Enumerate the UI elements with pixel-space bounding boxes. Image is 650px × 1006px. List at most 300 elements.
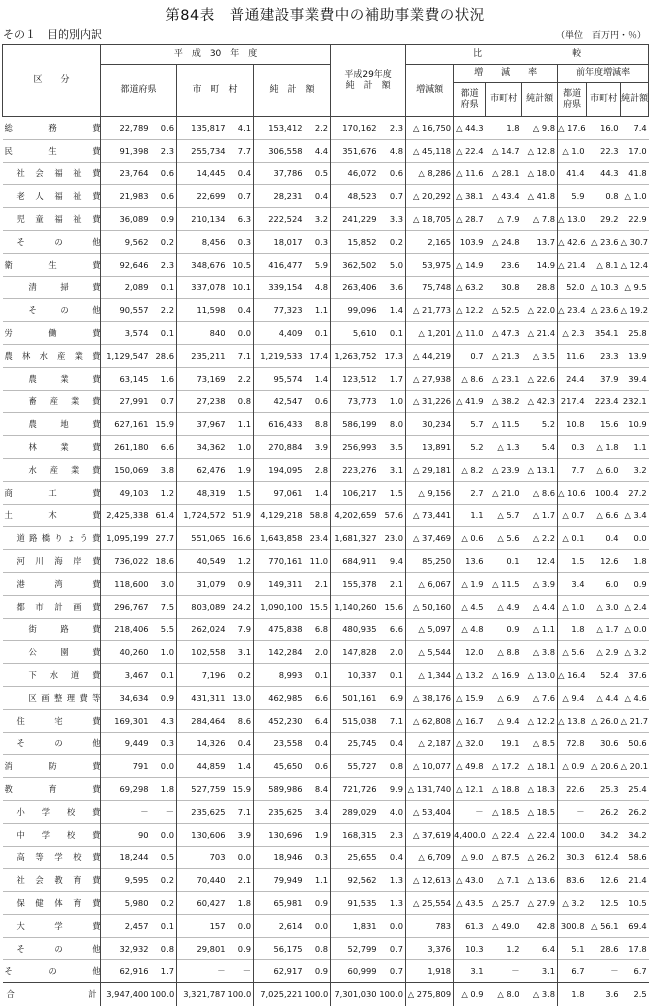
muni-value-cell: 431,311 — [177, 686, 228, 709]
rate-pref-cell: 0.7 — [454, 344, 486, 367]
net-value-cell: 1,219,533 — [254, 344, 305, 367]
net-share-cell: 4.4 — [305, 139, 331, 162]
header-category: 区 分 — [3, 45, 101, 117]
muni-value-cell: 348,676 — [177, 253, 228, 276]
header-rate-pref — [454, 83, 486, 117]
row-label-char: 他 — [92, 966, 101, 977]
row-label-char: 街 — [28, 624, 37, 635]
pref-value-cell: 261,180 — [101, 436, 151, 459]
muni-value-cell: 235,625 — [177, 800, 228, 823]
pref-value-cell: 9,595 — [101, 869, 151, 892]
row-label-char: 福 — [54, 191, 63, 202]
table-row — [3, 800, 649, 823]
pref-value-cell: 36,089 — [101, 208, 151, 231]
muni-value-cell: 703 — [177, 846, 228, 869]
row-label — [3, 162, 101, 185]
row-label-char: 費 — [92, 578, 101, 589]
prev-share-cell: 8.0 — [379, 413, 406, 436]
table-row — [3, 185, 649, 208]
net-value-cell: 130,696 — [254, 823, 305, 846]
rate-net-cell: △ 8.5 — [522, 732, 558, 755]
net-value-cell: 770,161 — [254, 550, 305, 573]
prev-rate-pref-cell: △ 3.2 — [558, 892, 587, 915]
row-label-char: 公 — [28, 647, 37, 658]
row-label-char: そ — [28, 305, 37, 316]
prev-rate-muni-cell: 30.6 — [587, 732, 621, 755]
increase-amount-cell: 53,975 — [406, 253, 454, 276]
pref-share-cell: 1.6 — [151, 367, 177, 390]
row-label-char: 区 — [28, 692, 37, 703]
row-label — [3, 618, 101, 641]
prev-rate-net-cell: △ 9.5 — [621, 276, 649, 299]
muni-value-cell: 3,321,787 — [177, 983, 228, 1006]
rate-net-cell: △ 21.4 — [522, 322, 558, 345]
prev-rate-muni-cell: △ 10.3 — [587, 276, 621, 299]
prev-value-cell: 501,161 — [331, 686, 379, 709]
prev-rate-pref-cell: 83.6 — [558, 869, 587, 892]
rate-pref-cell: △ 0.6 — [454, 527, 486, 550]
rate-net-cell: 13.7 — [522, 230, 558, 253]
rate-muni-cell: △ 18.8 — [486, 778, 522, 801]
header-prev-year-sub: 純 計 額 — [345, 80, 391, 91]
row-label-char: 他 — [92, 236, 101, 247]
prev-rate-pref-cell: 0.3 — [558, 436, 587, 459]
pref-value-cell: 62,916 — [101, 960, 151, 983]
prev-share-cell: 1.3 — [379, 892, 406, 915]
rate-net-cell: 28.8 — [522, 276, 558, 299]
row-label — [3, 709, 101, 732]
net-value-cell: 306,558 — [254, 139, 305, 162]
muni-share-cell: 0.4 — [228, 162, 254, 185]
rate-net-cell: 42.8 — [522, 914, 558, 937]
row-label-char: 会 — [35, 875, 44, 886]
prev-rate-pref-cell: 11.6 — [558, 344, 587, 367]
pref-share-cell: 15.9 — [151, 413, 177, 436]
net-value-cell: 149,311 — [254, 572, 305, 595]
table-row — [3, 139, 649, 162]
muni-value-cell: 31,079 — [177, 572, 228, 595]
row-label-text — [5, 965, 101, 977]
prev-rate-net-cell: △ 21.7 — [621, 709, 649, 732]
prev-rate-net-cell: △ 19.2 — [621, 299, 649, 322]
row-label-char: 生 — [48, 259, 57, 270]
row-label-char: 港 — [16, 578, 25, 589]
row-label-text — [5, 760, 101, 772]
increase-amount-cell: △ 27,938 — [406, 367, 454, 390]
prev-rate-net-cell: 10.5 — [621, 892, 649, 915]
header-rate-pref-1: 都道 — [460, 89, 479, 100]
prev-value-cell: 106,217 — [331, 481, 379, 504]
rate-pref-cell: △ 9.0 — [454, 846, 486, 869]
rate-muni-cell: 1.2 — [486, 937, 522, 960]
pref-value-cell: 3,574 — [101, 322, 151, 345]
increase-amount-cell: △ 38,176 — [406, 686, 454, 709]
muni-share-cell: 15.9 — [228, 778, 254, 801]
table-row — [3, 641, 649, 664]
increase-amount-cell: △ 21,773 — [406, 299, 454, 322]
net-value-cell: 62,917 — [254, 960, 305, 983]
header-prev-rate-pref — [558, 83, 587, 117]
rate-muni-cell: △ 47.3 — [486, 322, 522, 345]
prev-rate-net-cell: △ 0.0 — [621, 618, 649, 641]
prev-rate-pref-cell: △ 1.0 — [558, 139, 587, 162]
row-label-text — [29, 395, 101, 407]
muni-value-cell: 527,759 — [177, 778, 228, 801]
row-label — [3, 937, 101, 960]
table-row — [3, 299, 649, 322]
prev-share-cell: 3.5 — [379, 436, 406, 459]
rate-net-cell: △ 18.0 — [522, 162, 558, 185]
row-label-char: 水 — [39, 350, 48, 361]
pref-value-cell: 218,406 — [101, 618, 151, 641]
row-label-text — [5, 259, 101, 271]
net-share-cell: 1.4 — [305, 367, 331, 390]
row-label-char: 学 — [41, 806, 51, 817]
net-value-cell: 28,231 — [254, 185, 305, 208]
muni-share-cell: 0.0 — [228, 914, 254, 937]
prev-rate-pref-cell: 300.8 — [558, 914, 587, 937]
row-label-char: 会 — [35, 168, 44, 179]
row-label-char: 湾 — [54, 578, 63, 589]
net-share-cell: 58.8 — [305, 504, 331, 527]
rate-muni-cell: △ 8.0 — [486, 983, 522, 1006]
net-share-cell: 0.4 — [305, 732, 331, 755]
row-label-char: 下 — [28, 670, 37, 681]
row-label-char: 生 — [48, 145, 57, 156]
prev-rate-net-cell: 26.2 — [621, 800, 649, 823]
net-value-cell: 462,985 — [254, 686, 305, 709]
row-label-text — [29, 623, 101, 635]
prev-rate-pref-cell: 6.7 — [558, 960, 587, 983]
row-label-text — [5, 783, 101, 795]
prev-rate-pref-cell: △ 21.4 — [558, 253, 587, 276]
prev-rate-pref-cell: 100.0 — [558, 823, 587, 846]
rate-muni-cell: △ 14.7 — [486, 139, 522, 162]
row-label-char: 費 — [92, 761, 101, 772]
row-label-char: 農 — [4, 350, 13, 361]
row-label — [3, 276, 101, 299]
net-value-cell: 475,838 — [254, 618, 305, 641]
increase-amount-cell: 30,234 — [406, 413, 454, 436]
prev-rate-pref-cell: 30.3 — [558, 846, 587, 869]
row-label-char: 大 — [16, 920, 25, 931]
pref-value-cell: 18,244 — [101, 846, 151, 869]
net-value-cell: 616,433 — [254, 413, 305, 436]
rate-pref-cell: △ 1.9 — [454, 572, 486, 595]
muni-share-cell: 10.5 — [228, 253, 254, 276]
header-prev-change-rate: 前年度増減率 — [558, 65, 649, 83]
row-label-text — [29, 441, 101, 453]
increase-amount-cell: △ 25,554 — [406, 892, 454, 915]
pref-value-cell: 90,557 — [101, 299, 151, 322]
prev-rate-pref-cell: 1.8 — [558, 983, 587, 1006]
prev-value-cell: 256,993 — [331, 436, 379, 459]
row-label-char: 学 — [54, 852, 63, 863]
muni-share-cell: 2.2 — [228, 367, 254, 390]
pref-share-cell: 1.0 — [151, 641, 177, 664]
muni-share-cell: 10.1 — [228, 276, 254, 299]
muni-value-cell: 840 — [177, 322, 228, 345]
prev-rate-muni-cell: △ 4.4 — [587, 686, 621, 709]
header-rate-pref-2: 府県 — [460, 99, 479, 110]
row-label-char: 費 — [92, 259, 101, 270]
rate-net-cell: △ 13.1 — [522, 458, 558, 481]
increase-amount-cell: △ 6,709 — [406, 846, 454, 869]
row-label-char: 林 — [28, 442, 37, 453]
net-value-cell: 8,993 — [254, 664, 305, 687]
pref-share-cell: 1.7 — [151, 960, 177, 983]
prev-value-cell: 25,655 — [331, 846, 379, 869]
row-label-char: 業 — [70, 464, 80, 475]
prev-rate-muni-cell: 52.4 — [587, 664, 621, 687]
row-label — [3, 367, 101, 390]
row-label-char: 保 — [16, 897, 25, 908]
prev-rate-pref-cell: △ 13.0 — [558, 208, 587, 231]
row-label-char: 産 — [49, 464, 59, 475]
rate-muni-cell: △ 5.6 — [486, 527, 522, 550]
muni-share-cell: 16.6 — [228, 527, 254, 550]
pref-share-cell: 0.2 — [151, 869, 177, 892]
row-label-char: 祉 — [73, 191, 82, 202]
row-label — [3, 208, 101, 231]
row-label-char: 費 — [92, 715, 101, 726]
prev-value-cell: 170,162 — [331, 117, 379, 140]
row-label — [3, 458, 101, 481]
rate-net-cell: △ 22.4 — [522, 823, 558, 846]
muni-share-cell: 100.0 — [228, 983, 254, 1006]
table-row — [3, 436, 649, 459]
pref-share-cell: 28.6 — [151, 344, 177, 367]
table-header — [3, 45, 649, 117]
prev-rate-pref-cell: 217.4 — [558, 390, 587, 413]
prev-rate-muni-cell: 29.2 — [587, 208, 621, 231]
prev-rate-muni-cell: 3.6 — [587, 983, 621, 1006]
pref-share-cell: 0.9 — [151, 208, 177, 231]
prev-rate-muni-cell: △ 23.6 — [587, 230, 621, 253]
pref-share-cell: 0.1 — [151, 914, 177, 937]
pref-value-cell: 92,646 — [101, 253, 151, 276]
prev-rate-muni-cell: △ 6.6 — [587, 504, 621, 527]
muni-share-cell: 0.0 — [228, 322, 254, 345]
muni-share-cell: 0.9 — [228, 937, 254, 960]
rate-net-cell: △ 2.2 — [522, 527, 558, 550]
muni-value-cell: 255,734 — [177, 139, 228, 162]
prev-rate-net-cell: 17.8 — [621, 937, 649, 960]
page-title: 第84表 普通建設事業費中の補助事業費の状況 — [165, 8, 485, 24]
prev-rate-muni-cell: 12.5 — [587, 892, 621, 915]
prev-share-cell: 0.2 — [379, 230, 406, 253]
net-share-cell: 1.1 — [305, 869, 331, 892]
table-row — [3, 390, 649, 413]
row-label-char: 費 — [92, 510, 101, 521]
row-label-char: 児 — [16, 214, 25, 225]
header-prev-year-label: 平成29年度 — [344, 70, 392, 81]
row-label-char: 費 — [92, 556, 101, 567]
net-value-cell: 77,323 — [254, 299, 305, 322]
row-label-text — [17, 578, 101, 590]
rate-muni-cell: △ 9.4 — [486, 709, 522, 732]
rate-muni-cell: △ 7.9 — [486, 208, 522, 231]
row-label-char: 計 — [88, 989, 97, 1000]
table-row — [3, 117, 649, 140]
prev-rate-muni-cell: △ 6.0 — [587, 458, 621, 481]
pref-value-cell: 34,634 — [101, 686, 151, 709]
row-label-char: 小 — [16, 806, 25, 817]
prev-rate-muni-cell: 22.3 — [587, 139, 621, 162]
net-value-cell: 416,477 — [254, 253, 305, 276]
net-share-cell: 2.2 — [305, 117, 331, 140]
row-label-char: 掃 — [60, 282, 69, 293]
pref-value-cell: 49,103 — [101, 481, 151, 504]
row-label-char: 民 — [4, 145, 13, 156]
prev-rate-pref-cell: △ 42.6 — [558, 230, 587, 253]
pref-value-cell: 1,095,199 — [101, 527, 151, 550]
rate-pref-cell: △ 15.9 — [454, 686, 486, 709]
muni-value-cell: 73,169 — [177, 367, 228, 390]
prev-value-cell: 1,140,260 — [331, 595, 379, 618]
rate-pref-cell: 10.3 — [454, 937, 486, 960]
pref-share-cell: 0.6 — [151, 117, 177, 140]
prev-rate-net-cell: 39.4 — [621, 367, 649, 390]
muni-share-cell: 0.3 — [228, 230, 254, 253]
prev-share-cell: 0.1 — [379, 664, 406, 687]
table-row — [3, 367, 649, 390]
table-row — [3, 755, 649, 778]
prev-share-cell: 9.9 — [379, 778, 406, 801]
table-row — [3, 914, 649, 937]
muni-share-cell: 3.1 — [228, 641, 254, 664]
row-label-text — [17, 737, 101, 749]
row-label-char: 費 — [92, 647, 101, 658]
rate-pref-cell: △ 44.3 — [454, 117, 486, 140]
prev-rate-pref-cell: 10.8 — [558, 413, 587, 436]
prev-rate-pref-cell: △ 13.8 — [558, 709, 587, 732]
rate-muni-cell: △ 43.4 — [486, 185, 522, 208]
pref-value-cell: 40,260 — [101, 641, 151, 664]
row-label-text — [17, 601, 101, 613]
increase-amount-cell: △ 10,077 — [406, 755, 454, 778]
prev-value-cell: 10,337 — [331, 664, 379, 687]
rate-pref-cell: 103.9 — [454, 230, 486, 253]
prev-share-cell: 1.3 — [379, 869, 406, 892]
row-label-char: 他 — [92, 305, 101, 316]
prev-value-cell: 123,512 — [331, 367, 379, 390]
net-share-cell: 8.8 — [305, 413, 331, 436]
prev-rate-net-cell: 6.7 — [621, 960, 649, 983]
row-label — [3, 322, 101, 345]
prev-rate-muni-cell: 34.2 — [587, 823, 621, 846]
header-year-group: 平 成 30 年 度 — [101, 45, 331, 65]
row-label-char: 童 — [35, 214, 44, 225]
increase-amount-cell: 85,250 — [406, 550, 454, 573]
row-label-char: 費 — [92, 145, 101, 156]
prev-value-cell: 60,999 — [331, 960, 379, 983]
prev-value-cell: 515,038 — [331, 709, 379, 732]
prev-share-cell: 0.7 — [379, 960, 406, 983]
prev-share-cell: 1.7 — [379, 367, 406, 390]
row-label-char: 理 — [66, 692, 76, 703]
row-label-char: 高 — [16, 852, 25, 863]
muni-share-cell: 0.0 — [228, 846, 254, 869]
row-label-char: 河 — [16, 556, 25, 567]
net-value-cell: 45,650 — [254, 755, 305, 778]
rate-muni-cell: △ 5.7 — [486, 504, 522, 527]
table-row — [3, 527, 649, 550]
row-label-char: 業 — [60, 373, 69, 384]
rate-muni-cell: △ 23.1 — [486, 367, 522, 390]
prev-share-cell: 0.7 — [379, 937, 406, 960]
row-label — [3, 846, 101, 869]
row-label-text — [5, 145, 101, 157]
rate-pref-cell: △ 13.2 — [454, 664, 486, 687]
muni-share-cell: 7.9 — [228, 618, 254, 641]
muni-value-cell: 284,464 — [177, 709, 228, 732]
prev-rate-pref-cell: 52.0 — [558, 276, 587, 299]
prev-value-cell: 99,096 — [331, 299, 379, 322]
increase-amount-cell: △ 44,219 — [406, 344, 454, 367]
header-rate-muni: 市町村 — [486, 83, 522, 117]
muni-share-cell: 2.1 — [228, 869, 254, 892]
row-label-char: 路 — [60, 624, 69, 635]
prev-rate-net-cell: 17.0 — [621, 139, 649, 162]
row-label-char: 老 — [16, 191, 25, 202]
increase-amount-cell: △ 73,441 — [406, 504, 454, 527]
rate-muni-cell: △ 4.9 — [486, 595, 522, 618]
rate-pref-cell: 4,400.0 — [454, 823, 486, 846]
net-value-cell: 270,884 — [254, 436, 305, 459]
row-label — [3, 572, 101, 595]
net-value-cell: 142,284 — [254, 641, 305, 664]
table-row — [3, 595, 649, 618]
prev-rate-muni-cell: 37.9 — [587, 367, 621, 390]
pref-share-cell: 2.2 — [151, 299, 177, 322]
rate-muni-cell: △ 16.9 — [486, 664, 522, 687]
table-row — [3, 344, 649, 367]
row-label-char: 労 — [4, 328, 13, 339]
pref-share-cell: 0.0 — [151, 755, 177, 778]
rate-net-cell: △ 18.3 — [522, 778, 558, 801]
muni-share-cell: 7.7 — [228, 139, 254, 162]
row-label-char: 園 — [60, 647, 69, 658]
row-label-char: 画 — [73, 601, 82, 612]
prev-value-cell: 1,681,327 — [331, 527, 379, 550]
prev-rate-muni-cell: 28.6 — [587, 937, 621, 960]
row-label-char: 中 — [16, 829, 25, 840]
row-label-text — [17, 236, 101, 248]
rate-net-cell: △ 18.5 — [522, 800, 558, 823]
table-row — [3, 322, 649, 345]
net-share-cell: 15.5 — [305, 595, 331, 618]
increase-amount-cell: 783 — [406, 914, 454, 937]
row-label-text — [17, 715, 101, 727]
row-label — [3, 550, 101, 573]
muni-value-cell: 157 — [177, 914, 228, 937]
pref-share-cell: 0.9 — [151, 686, 177, 709]
row-label-char: 計 — [54, 601, 63, 612]
rate-net-cell: △ 13.0 — [522, 664, 558, 687]
prev-share-cell: 100.0 — [379, 983, 406, 1006]
table-row — [3, 253, 649, 276]
muni-share-cell: 4.1 — [228, 117, 254, 140]
net-share-cell: 3.9 — [305, 436, 331, 459]
prev-share-cell: 0.6 — [379, 162, 406, 185]
rate-net-cell: △ 26.2 — [522, 846, 558, 869]
rate-muni-cell: △ 28.1 — [486, 162, 522, 185]
prev-share-cell: 4.0 — [379, 800, 406, 823]
muni-share-cell: 24.2 — [228, 595, 254, 618]
rate-net-cell: △ 7.8 — [522, 208, 558, 231]
rate-pref-cell: △ 38.1 — [454, 185, 486, 208]
